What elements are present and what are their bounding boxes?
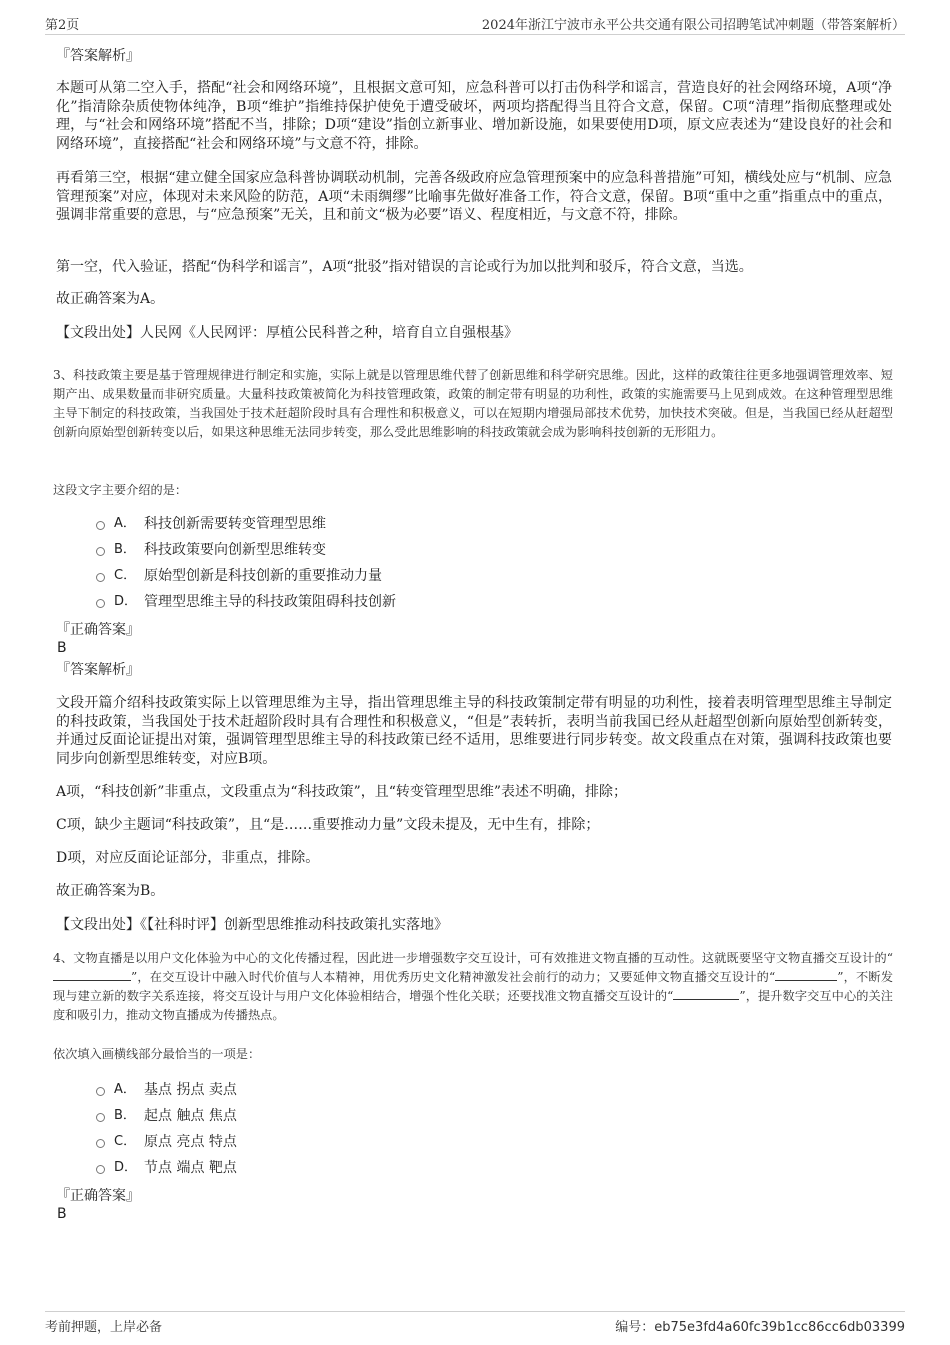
radio-icon[interactable] xyxy=(96,547,105,556)
q2-analysis-paragraph: 第一空，代入验证，搭配“伪科学和谣言”，A项“批驳”指对错误的言论或行为加以批判和驳斥，符合文意，当选。 xyxy=(56,259,753,275)
page-footer xyxy=(45,1311,905,1336)
q3-analysis-paragraph: C项，缺少主题词“科技政策”，且“是……重要推动力量”文段未提及，无中生有，排除； xyxy=(56,817,600,833)
q3-correct-answer: B xyxy=(57,640,67,656)
radio-icon[interactable] xyxy=(96,599,105,608)
q3-option-a[interactable] xyxy=(56,514,656,540)
option-letter: B． xyxy=(114,542,136,557)
q3-correct-label: 『正确答案』 xyxy=(56,622,140,638)
radio-icon[interactable] xyxy=(96,573,105,582)
option-letter: C． xyxy=(114,568,137,583)
q2-analysis-paragraph: 本题可从第二空入手，搭配“社会和网络环境”，且根据文意可知，应急科普可以打击伪科学和谣言，营造良好的社会网络环境，A项“净化”指清除杂质使物体纯净，B项“维护”指维持保护使免于遭受破坏，两项均搭配得当且符合文意，保留。C项“清理”指彻底整理或处理，与“社会和网络环境”搭配不当，排除；D项“建设”指创立新事业、增加新设施，如果要使用D项，原文应表述为“建设良好的社会和网络环境”，直接搭配“社会和网络环境”与文意不符，排除。 xyxy=(56,80,892,152)
q4-stem-part: 4、文物直播是以用户文化体验为中心的文化传播过程，因此进一步增强数字交互设计，可有效推进文物直播的互动性。这就既要坚守文物直播交互设计的“ xyxy=(53,951,893,965)
q3-analysis-paragraph: A项，“科技创新”非重点，文段重点为“科技政策”，且“转变管理型思维”表述不明确，排除； xyxy=(56,784,628,800)
q2-source: 【文段出处】人民网《人民网评：厚植公民科普之种，培育自立自强根基》 xyxy=(56,325,518,341)
page-number: 第2页 xyxy=(45,18,80,33)
option-letter: A． xyxy=(114,1082,136,1097)
q4-option-a[interactable] xyxy=(56,1080,656,1106)
q2-analysis-paragraph: 再看第三空，根据“建立健全国家应急科普协调联动机制，完善各级政府应急管理预案中的应急科普措施”可知，横线处应与“机制、应急管理预案”对应，体现对未来风险的防范，A项“未雨绸缪”比喻事先做好准备工作，符合文意，保留。B项“重中之重”指重点中的重点，强调非常重要的意思，与“应急预案”无关，且和前文“极为必要”语义、程度相近，与文意不符，排除。 xyxy=(56,170,892,223)
q3-option-b[interactable] xyxy=(56,540,656,566)
option-text: 原点 亮点 特点 xyxy=(144,1134,237,1150)
document-id xyxy=(615,1316,905,1335)
footer-slogan: 考前押题，上岸必备 xyxy=(45,1320,163,1335)
option-text: 科技政策要向创新型思维转变 xyxy=(144,542,326,558)
option-letter: D． xyxy=(114,594,138,609)
option-text: 管理型思维主导的科技政策阻碍科技创新 xyxy=(144,594,396,610)
document-id-label: 编号： xyxy=(615,1320,655,1335)
q3-prompt: 这段文字主要介绍的是： xyxy=(53,483,188,497)
q4-option-d[interactable] xyxy=(56,1158,656,1184)
option-text: 起点 触点 焦点 xyxy=(144,1108,237,1124)
q4-correct-answer: B xyxy=(57,1206,67,1222)
q3-stem: 3、科技政策主要是基于管理规律进行制定和实施，实际上就是以管理思维代替了创新思维和科学研究思维。因此，这样的政策往往更多地强调管理效率、短期产出、成果数量而非研究质量。大量科技政策被简化为科技管理政策，政策的制定带有明显的功利性，政策的实施需要马上见到成效。在这种管理型思维主导下制定的科技政策，当我国处于技术赶超阶段时具有合理性和积极意义，可以在短期内增强局部技术优势，加快技术突破。但是，当我国已经从赶超型创新向原始型创新转变以后，如果这种思维无法同步转变，那么受此思维影响的科技政策就会成为影响科技创新的无形阻力。 xyxy=(53,368,893,439)
q4-options xyxy=(56,1080,656,1184)
q4-option-b[interactable] xyxy=(56,1106,656,1132)
answer-blank xyxy=(775,968,837,981)
answer-blank xyxy=(53,968,131,981)
page-header xyxy=(45,14,905,35)
document-id-value: eb75e3fd4a60fc39b1cc86cc6db03399 xyxy=(654,1320,905,1335)
radio-icon[interactable] xyxy=(96,1165,105,1174)
q3-option-d[interactable] xyxy=(56,592,656,618)
q3-conclusion: 故正确答案为B。 xyxy=(56,883,165,899)
q4-stem-part: ”，提升数字交互中心的关注度和吸引力，推动文物直播成为传播热点。 xyxy=(53,989,893,1022)
option-text: 基点 拐点 卖点 xyxy=(144,1082,237,1098)
radio-icon[interactable] xyxy=(96,1139,105,1148)
option-text: 科技创新需要转变管理型思维 xyxy=(144,516,326,532)
q3-analysis-paragraph: D项，对应反面论证部分，非重点，排除。 xyxy=(56,850,320,866)
q4-stem xyxy=(53,949,893,1025)
q3-source: 【文段出处】《【社科时评】创新型思维推动科技政策扎实落地》 xyxy=(56,917,448,933)
q4-stem-part: ”，在交互设计中融入时代价值与人本精神，用优秀历史文化精神激发社会前行的动力；又要延伸文物直播交互设计的“ xyxy=(131,970,776,984)
q4-prompt: 依次填入画横线部分最恰当的一项是： xyxy=(53,1047,261,1061)
q2-analysis-label: 『答案解析』 xyxy=(56,48,140,64)
q2-conclusion: 故正确答案为A。 xyxy=(56,291,165,307)
q4-correct-label: 『正确答案』 xyxy=(56,1188,140,1204)
option-text: 原始型创新是科技创新的重要推动力量 xyxy=(144,568,382,584)
option-letter: B． xyxy=(114,1108,136,1123)
document-title: 2024年浙江宁波市永平公共交通有限公司招聘笔试冲刺题（带答案解析） xyxy=(481,18,905,33)
option-text: 节点 端点 靶点 xyxy=(144,1160,237,1176)
q4-option-c[interactable] xyxy=(56,1132,656,1158)
radio-icon[interactable] xyxy=(96,521,105,530)
q4-stem-part: ”，不断发现与建立新的数字关系连接，将交互设计与用户文化体验相结合，增强个性化关联；还要找准文物直播交互设计的“ xyxy=(53,970,894,1003)
q3-analysis-paragraph: 文段开篇介绍科技政策实际上以管理思维为主导，指出管理思维主导的科技政策制定带有明显的功利性，接着表明管理型思维主导制定的科技政策，当我国处于技术赶超阶段时具有合理性和积极意义，“但是”表转折，表明当前我国已经从赶超型创新向原始型创新转变，并通过反面论证提出对策，强调管理型思维主导的科技政策已经不适用，思维要进行同步转变。故文段重点在对策，强调科技政策也要同步向创新型思维转变，对应B项。 xyxy=(56,695,892,767)
radio-icon[interactable] xyxy=(96,1087,105,1096)
option-letter: D． xyxy=(114,1160,138,1175)
q3-analysis-label: 『答案解析』 xyxy=(56,662,140,678)
q3-option-c[interactable] xyxy=(56,566,656,592)
answer-blank xyxy=(673,987,739,1000)
option-letter: C． xyxy=(114,1134,137,1149)
radio-icon[interactable] xyxy=(96,1113,105,1122)
q3-options xyxy=(56,514,656,618)
option-letter: A． xyxy=(114,516,136,531)
